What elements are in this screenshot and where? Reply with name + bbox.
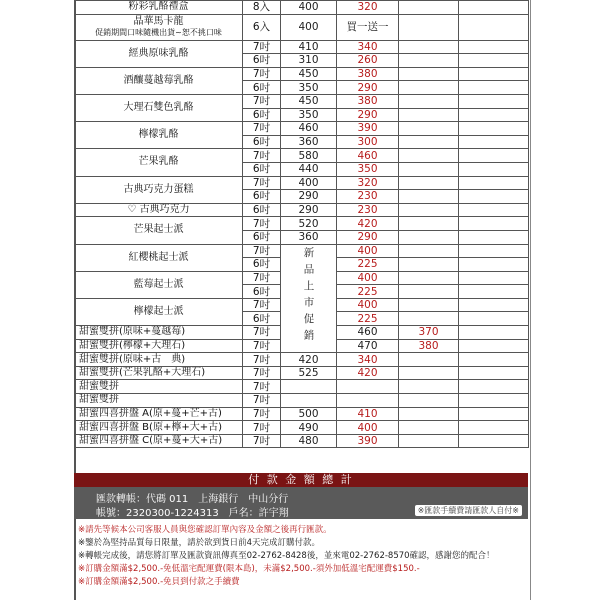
- sale-price: [337, 394, 399, 408]
- sale-price: 410: [337, 407, 399, 421]
- subtotal-cell: [459, 244, 529, 258]
- product-name: 甜蜜四喜拼盤 B(原+檸+大+古): [75, 421, 243, 435]
- sale-price: 380: [337, 94, 399, 108]
- subtotal-cell: [459, 366, 529, 380]
- subtotal-cell: [459, 176, 529, 190]
- subtotal-cell: [459, 434, 529, 448]
- subtotal-cell: [459, 81, 529, 95]
- original-price: 410: [281, 40, 337, 54]
- subtotal-cell: [459, 421, 529, 435]
- sale-price: 320: [337, 176, 399, 190]
- product-name: 藍莓起士派: [75, 271, 243, 298]
- size: 6吋: [243, 54, 281, 68]
- sale-price: 290: [337, 81, 399, 95]
- size: 7吋: [243, 407, 281, 421]
- sale-price: 420: [337, 217, 399, 231]
- sale-price: 420: [337, 366, 399, 380]
- subtotal-cell: [459, 67, 529, 81]
- subtotal-cell: [459, 271, 529, 285]
- size: 7吋: [243, 434, 281, 448]
- quantity-cell[interactable]: [399, 14, 459, 40]
- quantity-cell[interactable]: [399, 421, 459, 435]
- original-price: 290: [281, 203, 337, 217]
- quantity-cell[interactable]: [399, 407, 459, 421]
- note-line: ※請先等候本公司客服人員與您確認訂單內容及金額之後再行匯款。: [78, 525, 332, 535]
- sale-price: 400: [337, 421, 399, 435]
- product-name: 甜蜜四喜拼盤 C(原+蔓+大+古): [75, 434, 243, 448]
- table-row: [75, 1, 529, 15]
- original-price: [281, 380, 337, 394]
- original-price: 400: [281, 176, 337, 190]
- quantity-cell[interactable]: [399, 298, 459, 312]
- subtotal-cell: [459, 394, 529, 408]
- quantity-cell[interactable]: [399, 230, 459, 244]
- subtotal-cell: [459, 203, 529, 217]
- original-price: 400: [281, 1, 337, 15]
- subtotal-cell: [459, 217, 529, 231]
- original-price: 360: [281, 230, 337, 244]
- subtotal-cell: [459, 94, 529, 108]
- size: 7吋: [243, 326, 281, 340]
- table-row: [75, 434, 529, 448]
- bank-info-box: [74, 487, 528, 519]
- product-name: 甜蜜雙拼(原味+蔓越莓): [75, 326, 243, 340]
- quantity-cell[interactable]: [459, 339, 529, 353]
- sale-price: 225: [337, 258, 399, 272]
- note-line: ※訂購金額滿$2,500.-免低溫宅配運費(限本島)，未滿$2,500.-須外加低溫宅配運費$150.-: [78, 564, 420, 574]
- size: 7吋: [243, 366, 281, 380]
- original-price: 525: [281, 366, 337, 380]
- sale-price: 340: [337, 353, 399, 367]
- size: 6吋: [243, 81, 281, 95]
- original-price: 450: [281, 94, 337, 108]
- original-price: 460: [337, 326, 399, 340]
- subtotal-cell: [459, 149, 529, 163]
- quantity-cell[interactable]: [399, 40, 459, 54]
- quantity-cell[interactable]: [459, 326, 529, 340]
- product-name: 甜蜜雙拼(芒果乳酪+大理石): [75, 366, 243, 380]
- table-row: [75, 94, 529, 108]
- size: 7吋: [243, 94, 281, 108]
- sale-price: 380: [399, 339, 459, 353]
- product-name: 芒果起士派: [75, 217, 243, 244]
- table-row: [75, 176, 529, 190]
- sale-price: 320: [337, 1, 399, 15]
- subtotal-cell: [459, 1, 529, 15]
- subtotal-cell: [459, 353, 529, 367]
- product-name: 芒果乳酪: [75, 149, 243, 176]
- product-title: 晶華馬卡龍: [133, 16, 184, 28]
- original-price: [281, 394, 337, 408]
- subtotal-cell: [459, 285, 529, 299]
- subtotal-cell: [459, 122, 529, 136]
- product-name: 檸檬起士派: [75, 298, 243, 325]
- size: 6吋: [243, 203, 281, 217]
- bank-transfer-line: 匯款轉帳：代碼 011 上海銀行 中山分行: [96, 494, 289, 505]
- quantity-cell[interactable]: [399, 366, 459, 380]
- original-price: 460: [281, 122, 337, 136]
- product-name: ♡ 古典巧克力: [75, 203, 243, 217]
- size: 7吋: [243, 67, 281, 81]
- product-note: 促銷期間口味隨機出貨~恕不挑口味: [95, 28, 222, 38]
- fee-note: ※匯款手續費請匯款人自付※: [415, 505, 522, 516]
- sale-price: 290: [337, 230, 399, 244]
- size: 7吋: [243, 339, 281, 353]
- sale-price: 380: [337, 67, 399, 81]
- sale-price: [337, 380, 399, 394]
- sale-price: 230: [337, 203, 399, 217]
- table-row: [75, 353, 529, 367]
- quantity-cell[interactable]: [399, 380, 459, 394]
- product-name: [75, 14, 243, 40]
- quantity-cell[interactable]: [399, 149, 459, 163]
- size: 7吋: [243, 394, 281, 408]
- payment-total-bar: [74, 473, 528, 487]
- size: 6吋: [243, 190, 281, 204]
- size: 7吋: [243, 298, 281, 312]
- original-price: 350: [281, 81, 337, 95]
- size: 7吋: [243, 40, 281, 54]
- sale-price: 400: [337, 298, 399, 312]
- size: 6吋: [243, 312, 281, 326]
- quantity-cell[interactable]: [399, 244, 459, 258]
- original-price: 350: [281, 108, 337, 122]
- original-price: 520: [281, 217, 337, 231]
- subtotal-cell: [459, 407, 529, 421]
- table-row: [75, 394, 529, 408]
- subtotal-cell: [459, 312, 529, 326]
- product-name: 甜蜜雙拼(原味+古 典): [75, 353, 243, 367]
- quantity-cell[interactable]: [399, 190, 459, 204]
- subtotal-cell: [459, 40, 529, 54]
- quantity-cell[interactable]: [399, 1, 459, 15]
- new-launch-tag: [281, 244, 337, 353]
- original-price: 500: [281, 407, 337, 421]
- quantity-cell[interactable]: [399, 434, 459, 448]
- quantity-cell[interactable]: [399, 353, 459, 367]
- table-row: [75, 40, 529, 54]
- quantity-cell[interactable]: [399, 258, 459, 272]
- original-price: 470: [337, 339, 399, 353]
- product-name: 甜蜜雙拼: [75, 380, 243, 394]
- sale-price: 400: [337, 271, 399, 285]
- order-notes: [74, 524, 528, 589]
- product-name: 經典原味乳酪: [75, 40, 243, 67]
- payment-total-title: 付 款 金 額 總 計: [248, 473, 354, 486]
- note-line: ※訂購金額滿$2,500.-免貝到付款之手續費: [78, 577, 240, 587]
- sale-price: 350: [337, 162, 399, 176]
- original-price: 310: [281, 54, 337, 68]
- product-name: 粉彩乳酪禮盒: [75, 1, 243, 15]
- quantity-cell[interactable]: [399, 81, 459, 95]
- sale-price: 290: [337, 108, 399, 122]
- product-name: 古典巧克力蛋糕: [75, 176, 243, 203]
- table-row: [75, 149, 529, 163]
- quantity-cell[interactable]: [399, 217, 459, 231]
- product-name: 紅櫻桃起士派: [75, 244, 243, 271]
- quantity-cell[interactable]: [399, 203, 459, 217]
- original-price: 480: [281, 434, 337, 448]
- table-row: [75, 203, 529, 217]
- sale-price: 370: [399, 326, 459, 340]
- sale-price: 340: [337, 40, 399, 54]
- quantity-cell[interactable]: [399, 394, 459, 408]
- subtotal-cell: [459, 298, 529, 312]
- subtotal-cell: [459, 135, 529, 149]
- quantity-cell[interactable]: [399, 135, 459, 149]
- table-row: [75, 407, 529, 421]
- sale-price: 260: [337, 54, 399, 68]
- size: 7吋: [243, 122, 281, 136]
- table-row: [75, 14, 529, 40]
- product-name: 檸檬乳酪: [75, 122, 243, 149]
- sale-price: 400: [337, 244, 399, 258]
- subtotal-cell: [459, 230, 529, 244]
- sale-price: 買一送一: [337, 14, 399, 40]
- sale-price: 390: [337, 122, 399, 136]
- original-price: 420: [281, 353, 337, 367]
- table-row: [75, 217, 529, 231]
- size: 7吋: [243, 271, 281, 285]
- table-row: [75, 67, 529, 81]
- subtotal-cell: [459, 380, 529, 394]
- original-price: 580: [281, 149, 337, 163]
- table-row: [75, 122, 529, 136]
- original-price: 490: [281, 421, 337, 435]
- bank-account-line: 帳號：2320300-1224313 戶名：許宇翔: [96, 508, 289, 519]
- size: 7吋: [243, 149, 281, 163]
- size: 6吋: [243, 258, 281, 272]
- sale-price: 460: [337, 149, 399, 163]
- quantity-cell[interactable]: [399, 176, 459, 190]
- price-table: [74, 0, 529, 448]
- quantity-cell[interactable]: [399, 94, 459, 108]
- original-price: 450: [281, 67, 337, 81]
- sale-price: 390: [337, 434, 399, 448]
- subtotal-cell: [459, 162, 529, 176]
- size: 6吋: [243, 108, 281, 122]
- sale-price: 225: [337, 285, 399, 299]
- quantity-cell[interactable]: [399, 271, 459, 285]
- table-row: [75, 366, 529, 380]
- subtotal-cell: [459, 190, 529, 204]
- original-price: 360: [281, 135, 337, 149]
- size: 7吋: [243, 380, 281, 394]
- size: 7吋: [243, 217, 281, 231]
- original-price: 290: [281, 190, 337, 204]
- product-name: 酒釀蔓越莓乳酪: [75, 67, 243, 94]
- quantity-cell[interactable]: [399, 162, 459, 176]
- size: 7吋: [243, 421, 281, 435]
- subtotal-cell: [459, 14, 529, 40]
- table-row: [75, 380, 529, 394]
- size: 6吋: [243, 230, 281, 244]
- note-line: ※轉帳完成後，請您將訂單及匯款資訊傳真至02-2762-8428後，並來電02-2762-8570確認，感謝您的配合！: [78, 551, 495, 561]
- product-name: 大理石雙色乳酪: [75, 94, 243, 121]
- subtotal-cell: [459, 258, 529, 272]
- quantity-cell[interactable]: [399, 54, 459, 68]
- size: 6吋: [243, 285, 281, 299]
- quantity-cell[interactable]: [399, 122, 459, 136]
- quantity-cell[interactable]: [399, 312, 459, 326]
- table-row: [75, 244, 529, 258]
- original-price: 400: [281, 14, 337, 40]
- quantity-cell[interactable]: [399, 285, 459, 299]
- quantity-cell[interactable]: [399, 108, 459, 122]
- subtotal-cell: [459, 108, 529, 122]
- sale-price: 300: [337, 135, 399, 149]
- original-price: 440: [281, 162, 337, 176]
- product-name: 甜蜜雙拼(檸檬+大理石): [75, 339, 243, 353]
- new-launch-text: 新品上市促銷: [302, 247, 315, 347]
- subtotal-cell: [459, 54, 529, 68]
- size: 6入: [243, 14, 281, 40]
- size: 7吋: [243, 353, 281, 367]
- size: 7吋: [243, 176, 281, 190]
- size: 6吋: [243, 135, 281, 149]
- table-row: [75, 421, 529, 435]
- sale-price: 230: [337, 190, 399, 204]
- note-line: ※鑒於為堅持品質每日限量，請於欲到貨日前4天完成訂購付款。: [78, 538, 321, 548]
- product-name: 甜蜜四喜拼盤 A(原+蔓+芒+古): [75, 407, 243, 421]
- size: 8入: [243, 1, 281, 15]
- product-name: 甜蜜雙拼: [75, 394, 243, 408]
- size: 6吋: [243, 162, 281, 176]
- size: 7吋: [243, 244, 281, 258]
- quantity-cell[interactable]: [399, 67, 459, 81]
- sale-price: 225: [337, 312, 399, 326]
